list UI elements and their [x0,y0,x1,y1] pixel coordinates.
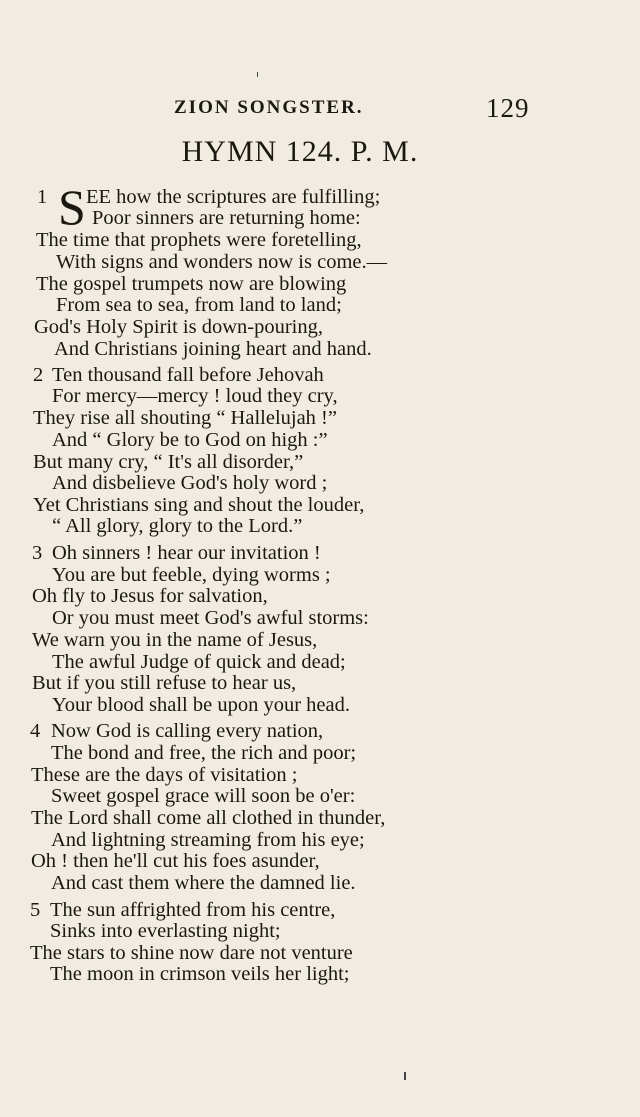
verse-line: Oh ! then he'll cut his foes asunder, [31,850,320,872]
verse-line: The gospel trumpets now are blowing [36,273,347,295]
verse-line: From sea to sea, from land to land; [56,294,342,316]
stanza-number: 2 [33,364,44,386]
verse-line: Oh sinners ! hear our invitation ! [52,542,321,564]
verse-line: With signs and wonders now is come.— [56,251,388,273]
verse-line: And Christians joining heart and hand. [54,338,372,360]
verse-line: The stars to shine now dare not venture [30,942,353,964]
verse-line: The moon in crimson veils her light; [50,963,350,985]
verse-line: Your blood shall be upon your head. [52,694,350,716]
verse-line: Sweet gospel grace will soon be o'er: [51,785,356,807]
verse-line: You are but feeble, dying worms ; [52,564,331,586]
verse-line: But many cry, “ It's all disorder,” [33,451,304,473]
verse-line: The awful Judge of quick and dead; [52,651,346,673]
hymn-title: HYMN 124. P. M. [181,135,419,168]
verse-line: Sinks into everlasting night; [50,920,281,942]
verse-line: And lightning streaming from his eye; [51,829,365,851]
stanza-number: 5 [30,899,41,921]
running-title: ZION SONGSTER. [174,97,364,118]
verse-line: And disbelieve God's holy word ; [52,472,328,494]
stanza-number: 3 [32,542,43,564]
print-speck [257,72,258,77]
verse-line: We warn you in the name of Jesus, [32,629,318,651]
verse-line: They rise all shouting “ Hallelujah !” [33,407,337,429]
verse-line: God's Holy Spirit is down-pouring, [34,316,323,338]
verse-line: Yet Christians sing and shout the louder, [33,494,365,516]
verse-line: The bond and free, the rich and poor; [51,742,357,764]
verse-line: “ All glory, glory to the Lord.” [52,515,303,537]
verse-line: EE how the scriptures are fulfilling; [86,186,381,208]
print-speck [404,1072,406,1080]
verse-line: The Lord shall come all clothed in thunder, [31,807,386,829]
drop-cap: S [58,179,86,235]
stanza-number: 1 [37,186,48,208]
verse-line: The time that prophets were foretelling, [36,229,362,251]
verse-line: For mercy—mercy ! loud they cry, [52,385,338,407]
verse-line: These are the days of visitation ; [31,764,298,786]
page-number: 129 [486,93,530,123]
verse-line: Or you must meet God's awful storms: [52,607,369,629]
verse-line: Poor sinners are returning home: [92,207,361,229]
verse-line: Oh fly to Jesus for salvation, [32,585,268,607]
verse-line: The sun affrighted from his centre, [50,899,336,921]
verse-line: But if you still refuse to hear us, [32,672,297,694]
verse-line: And “ Glory be to God on high :” [52,429,328,451]
running-head [0,93,640,123]
verse-line: Now God is calling every nation, [51,720,324,742]
stanza-number: 4 [30,720,41,742]
verse-line: Ten thousand fall before Jehovah [52,364,324,386]
verse-line: And cast them where the damned lie. [51,872,356,894]
